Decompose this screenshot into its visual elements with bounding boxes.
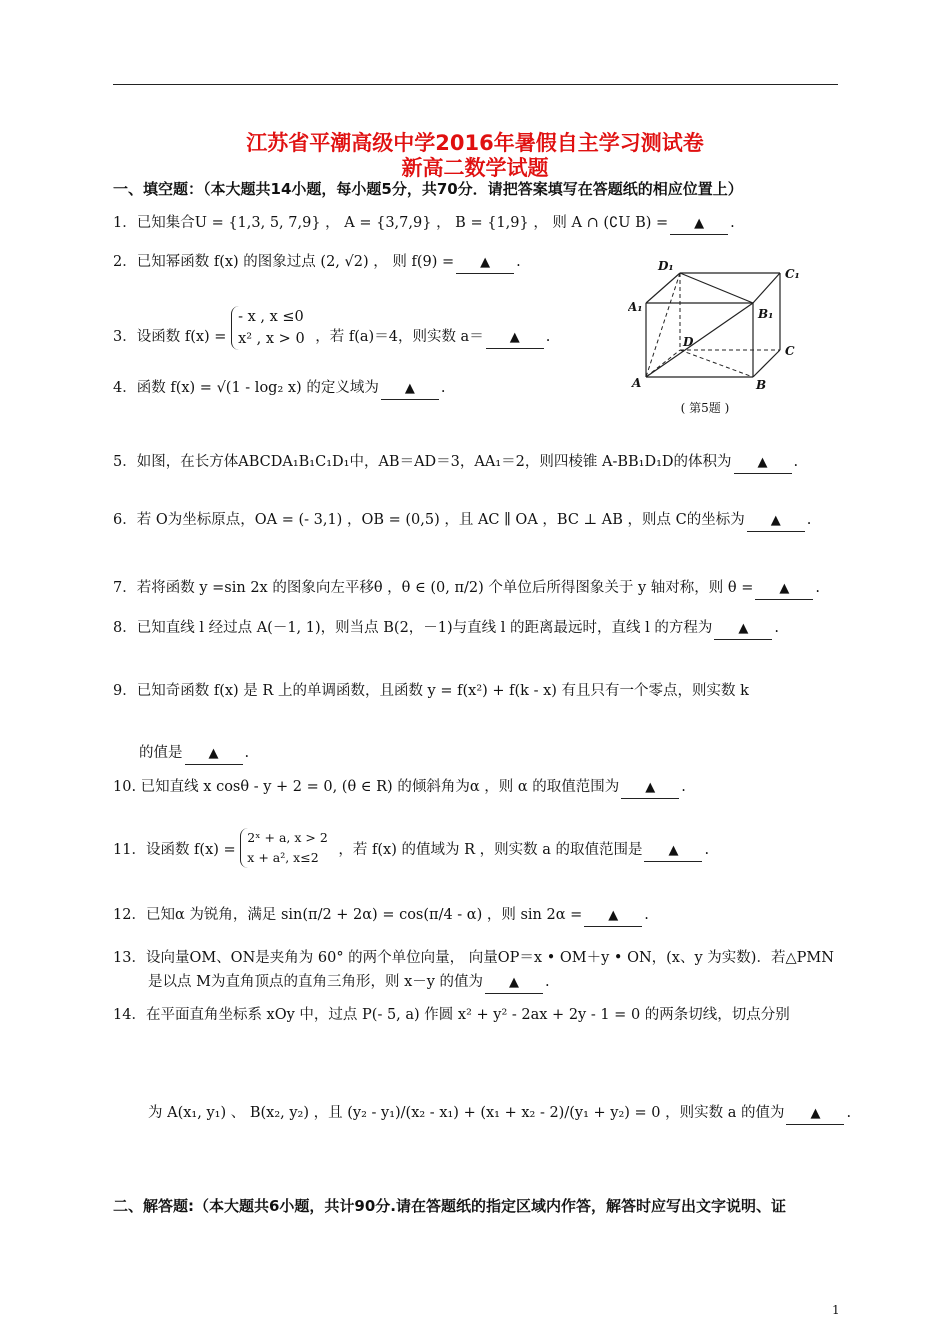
question-9: 9．已知奇函数 f(x) 是 R 上的单调函数，且函数 y = f(x²) + f(k - x) 有且只有一个零点，则实数 k xyxy=(113,683,749,699)
question-11: 11．设函数 f(x) = 2ˣ + a, x > 2 x + a², x≤2 ，若 f(x) 的值域为 R ，则实数 a 的取值范围是 ▲ . xyxy=(113,830,709,870)
question-5: 5．如图，在长方体ABCDA₁B₁C₁D₁中，AB＝AD＝3，AA₁＝2，则四棱锥 A-BB₁D₁D的体积为 ▲ . xyxy=(113,452,798,474)
section2-heading: 二、解答题:（本大题共6小题，共计90分.请在答题纸的指定区域内作答，解答时应写出文字说明、证 xyxy=(113,1197,787,1215)
piecewise-brace-q3: - x , x ≤0 x² , x > 0 xyxy=(231,306,311,350)
page-title: 江苏省平潮高级中学2016年暑假自主学习测试卷 xyxy=(246,131,704,155)
page-subtitle: 新高二数学试题 xyxy=(401,156,549,180)
label-C: C xyxy=(785,344,795,358)
label-A: A xyxy=(632,376,642,390)
question-7: 7．若将函数 y =sin 2x 的图象向左平移θ ，θ ∈ (0, π/2) 个单位后所得图象关于 y 轴对称，则 θ = ▲ . xyxy=(113,578,820,600)
question-2: 2．已知幂函数 f(x) 的图象过点 (2, √2) ， 则 f(9) = ▲ . xyxy=(113,252,521,274)
question-1: 1．已知集合U = {1,3, 5, 7,9} ， A = {3,7,9} ， B = {1,9} ， 则 A ∩ (∁U B) = ▲ . xyxy=(113,213,735,235)
piecewise-brace-q11: 2ˣ + a, x > 2 x + a², x≤2 xyxy=(240,828,334,868)
label-A1: A₁ xyxy=(628,300,643,314)
figure-caption: ( 第5题 ) xyxy=(680,401,730,415)
header-rule xyxy=(113,84,838,85)
question-8: 8．已知直线 l 经过点 A(－1, 1)，则当点 B(2，－1)与直线 l 的距离最远时，直线 l 的方程为 ▲ . xyxy=(113,618,779,640)
question-6: 6．若 O为坐标原点，OA = (- 3,1) ，OB = (0,5) ，且 AC ∥ OA ，BC ⊥ AB ，则点 C的坐标为 ▲ . xyxy=(113,510,811,532)
cuboid-figure xyxy=(628,255,808,420)
question-10: 10. 已知直线 x cosθ - y + 2 = 0, (θ ∈ R) 的倾斜角为α ，则 α 的取值范围为 ▲ . xyxy=(113,777,686,799)
question-13: 13．设向量OM、ON是夹角为 60° 的两个单位向量， 向量OP＝x • OM＋y • ON，(x、y 为实数)．若△PMN xyxy=(113,950,834,966)
section1-heading: 一、填空题：（本大题共14小题，每小题5分，共70分．请把答案填写在答题纸的相应位置上） xyxy=(113,180,743,198)
label-D: D xyxy=(683,335,694,349)
label-C1: C₁ xyxy=(785,267,800,281)
question-13-cont: 是以点 M为直角顶点的直角三角形，则 x－y 的值为 ▲ . xyxy=(148,972,550,994)
question-3: 3．设函数 f(x) = - x , x ≤0 x² , x > 0 ，若 f(a)＝4，则实数 a＝ ▲ . xyxy=(113,322,550,352)
label-B: B xyxy=(756,378,767,392)
question-9-cont: 的值是 ▲ . xyxy=(139,743,249,765)
question-4: 4．函数 f(x) = √(1 - log₂ x) 的定义域为 ▲ . xyxy=(113,378,445,400)
question-14-cont: 为 A(x₁, y₁) 、 B(x₂, y₂) ，且 (y₂ - y₁)/(x₂ - x₁) + (x₁ + x₂ - 2)/(y₁ + y₂) = 0 ，则实数 a 的值为 ▲ . xyxy=(148,1103,851,1125)
label-D1: D₁ xyxy=(658,259,674,273)
label-B1: B₁ xyxy=(758,307,774,321)
question-14: 14．在平面直角坐标系 xOy 中，过点 P(- 5, a) 作圆 x² + y² - 2ax + 2y - 1 = 0 的两条切线，切点分别 xyxy=(113,1007,790,1023)
page-number: 1 xyxy=(832,1303,840,1317)
question-12: 12．已知α 为锐角，满足 sin(π/2 + 2α) = cos(π/4 - α) ，则 sin 2α = ▲ . xyxy=(113,905,649,927)
